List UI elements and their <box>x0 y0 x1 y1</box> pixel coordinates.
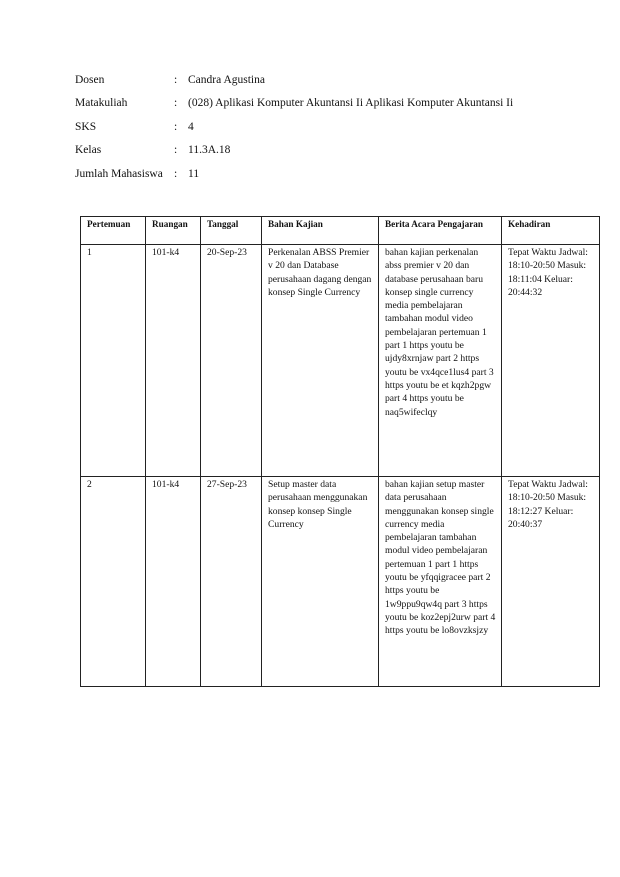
cell-kehadiran: Tepat Waktu Jadwal: 18:10-20:50 Masuk: 18:12:27 Keluar: 20:40:37 <box>502 477 600 687</box>
info-label: SKS <box>75 120 97 133</box>
info-value: 11.3A.18 <box>188 144 231 157</box>
header-kehadiran: Kehadiran <box>502 217 600 245</box>
cell-pertemuan: 1 <box>81 245 146 477</box>
teaching-journal-table <box>80 216 600 687</box>
info-separator: : <box>174 120 178 133</box>
header-bahan-kajian: Bahan Kajian <box>262 217 379 245</box>
info-separator: : <box>174 144 178 157</box>
table-row <box>81 245 600 477</box>
cell-kehadiran: Tepat Waktu Jadwal: 18:10-20:50 Masuk: 18:11:04 Keluar: 20:44:32 <box>502 245 600 477</box>
cell-berita-acara: bahan kajian perkenalan abss premier v 20 dan database perusahaan baru konsep single currency media pembelajaran tambahan modul video pembelajaran pertemuan 1 part 1 https youtu be ujdy8xrnjaw part 2 https youtu be vx4qce1lus4 part 3 https youtu be et kqzh2pgw part 4 https youtu be naq5wifeclqy <box>379 245 502 477</box>
header-pertemuan: Pertemuan <box>81 217 146 245</box>
info-label: Kelas <box>75 144 102 157</box>
info-value: Candra Agustina <box>188 74 265 86</box>
cell-bahan-kajian: Perkenalan ABSS Premier v 20 dan Database perusahaan dagang dengan konsep Single Currency <box>262 245 379 477</box>
info-label: Dosen <box>75 74 105 86</box>
info-label: Matakuliah <box>75 97 128 110</box>
info-separator: : <box>174 97 178 110</box>
cell-ruangan: 101-k4 <box>146 245 201 477</box>
cell-berita-acara: bahan kajian setup master data perusahaan menggunakan konsep single currency media pembelajaran tambahan modul video pembelajaran pertemuan 1 part 1 https youtu be yfqqigracee part 2 https youtu be 1w9ppu9qw4q part 3 https youtu be koz2epj2urw part 4 https youtu be lo8ovzksjzy <box>379 477 502 687</box>
cell-ruangan: 101-k4 <box>146 477 201 687</box>
table-row <box>81 477 600 687</box>
info-separator: : <box>174 167 178 180</box>
info-separator: : <box>174 74 178 86</box>
info-value: (028) Aplikasi Komputer Akuntansi Ii Aplikasi Komputer Akuntansi Ii <box>188 97 514 110</box>
cell-tanggal: 27-Sep-23 <box>201 477 262 687</box>
info-value: 4 <box>188 120 194 133</box>
info-label: Jumlah Mahasiswa <box>75 167 163 180</box>
cell-bahan-kajian: Setup master data perusahaan menggunakan konsep konsep Single Currency <box>262 477 379 687</box>
header-berita-acara: Berita Acara Pengajaran <box>379 217 502 245</box>
header-tanggal: Tanggal <box>201 217 262 245</box>
header-ruangan: Ruangan <box>146 217 201 245</box>
table-header-row <box>81 217 600 245</box>
cell-pertemuan: 2 <box>81 477 146 687</box>
cell-tanggal: 20-Sep-23 <box>201 245 262 477</box>
info-value: 11 <box>188 167 200 180</box>
